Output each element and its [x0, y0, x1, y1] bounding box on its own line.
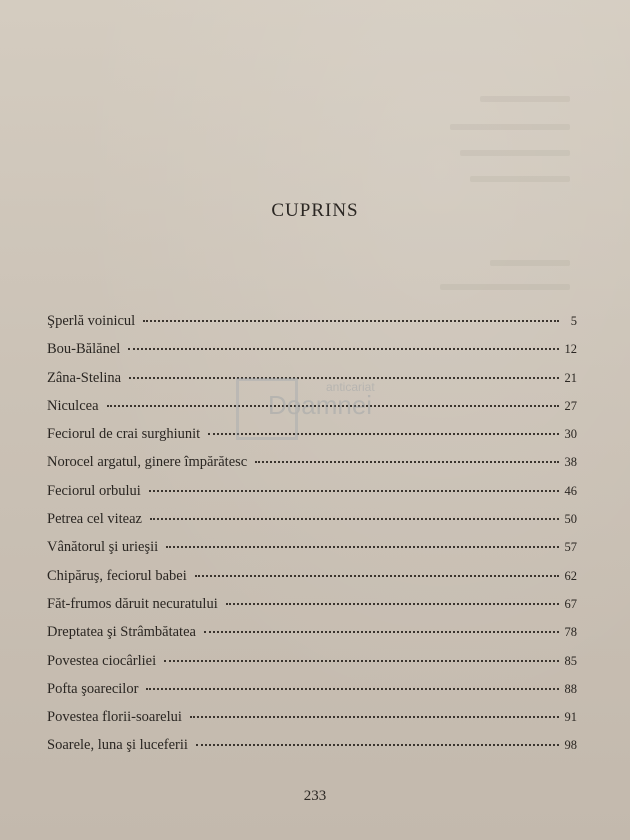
dot-leader [204, 631, 559, 633]
dot-leader [146, 688, 559, 690]
toc-entry-page: 30 [564, 427, 577, 442]
toc-entry-title: Povestea florii-soarelui [47, 709, 182, 726]
toc-entry-title: Niculcea [47, 397, 99, 414]
dot-leader [196, 744, 559, 746]
toc-entry-title: Petrea cel viteaz [47, 511, 142, 528]
toc-entry-title: Şperlă voinicul [47, 313, 136, 329]
toc-entry-page: 46 [564, 483, 577, 498]
toc-entry-page: 50 [564, 512, 577, 527]
toc-entry-title: Dreptatea şi Strâmbătatea [47, 624, 196, 641]
dot-leader [143, 320, 559, 322]
toc-entry-page: 5 [570, 314, 577, 328]
page-number: 233 [303, 788, 327, 804]
toc-entry-title: Făt-frumos dăruit necuratului [47, 595, 218, 612]
show-through-line [460, 150, 570, 156]
toc-entry-page: 98 [564, 738, 577, 753]
watermark-large-text: Doamnei [268, 390, 373, 420]
toc-entry-page: 38 [564, 455, 577, 470]
toc-entry [47, 313, 577, 341]
page-title: CUPRINS [271, 200, 359, 221]
dot-leader [164, 660, 559, 662]
toc-entry [47, 596, 577, 624]
toc-entry [47, 341, 577, 369]
toc-entry [47, 511, 577, 539]
toc-entry-title: Soarele, luna şi luceferii [47, 737, 188, 754]
show-through-line [440, 284, 570, 290]
toc-entry-title: Pofta şoarecilor [47, 680, 139, 697]
watermark-small-text: anticariat [326, 380, 375, 394]
toc-entry-page: 91 [564, 710, 577, 725]
toc-entry-page: 85 [564, 653, 577, 668]
toc-entry-page: 12 [564, 342, 577, 357]
toc-entry-title: Zâna-Stelina [47, 369, 122, 386]
toc-entry-title: Feciorul de crai surghiunit [47, 426, 201, 443]
toc-entry-title: Bou-Bălănel [47, 341, 121, 358]
toc-entry-page: 62 [564, 568, 577, 583]
toc-entry [47, 681, 577, 709]
toc-entry-page: 88 [564, 681, 577, 696]
toc-entry-page: 57 [564, 540, 577, 555]
toc-entry [47, 709, 577, 737]
toc-entry-page: 21 [564, 370, 577, 385]
dot-leader [190, 716, 559, 718]
toc-entry-page: 67 [564, 596, 577, 611]
toc-entry-title: Norocel argatul, ginere împărătesc [47, 454, 248, 471]
show-through-line [470, 176, 570, 182]
watermark [236, 378, 396, 448]
toc-entry [47, 624, 577, 652]
toc-entry-title: Vânătorul şi urieşii [47, 539, 159, 556]
toc-entry [47, 454, 577, 482]
dot-leader [149, 490, 559, 492]
toc-entry-title: Povestea ciocârliei [47, 652, 157, 669]
dot-leader [255, 461, 559, 463]
toc-entry [47, 568, 577, 596]
dot-leader [226, 603, 559, 605]
show-through-line [490, 260, 570, 266]
toc-entry-page: 78 [564, 625, 577, 640]
toc-entry [47, 737, 577, 765]
toc-entry [47, 539, 577, 567]
dot-leader [128, 348, 559, 350]
toc-entry [47, 653, 577, 681]
toc-entry-title: Feciorul orbului [47, 482, 141, 499]
toc-entry [47, 483, 577, 511]
toc-entry-page: 27 [564, 398, 577, 413]
toc-entry-title: Chipăruş, feciorul babei [47, 567, 187, 584]
dot-leader [150, 518, 559, 520]
dot-leader [166, 546, 559, 548]
show-through-line [480, 96, 570, 102]
show-through-line [450, 124, 570, 130]
dot-leader [195, 575, 559, 577]
